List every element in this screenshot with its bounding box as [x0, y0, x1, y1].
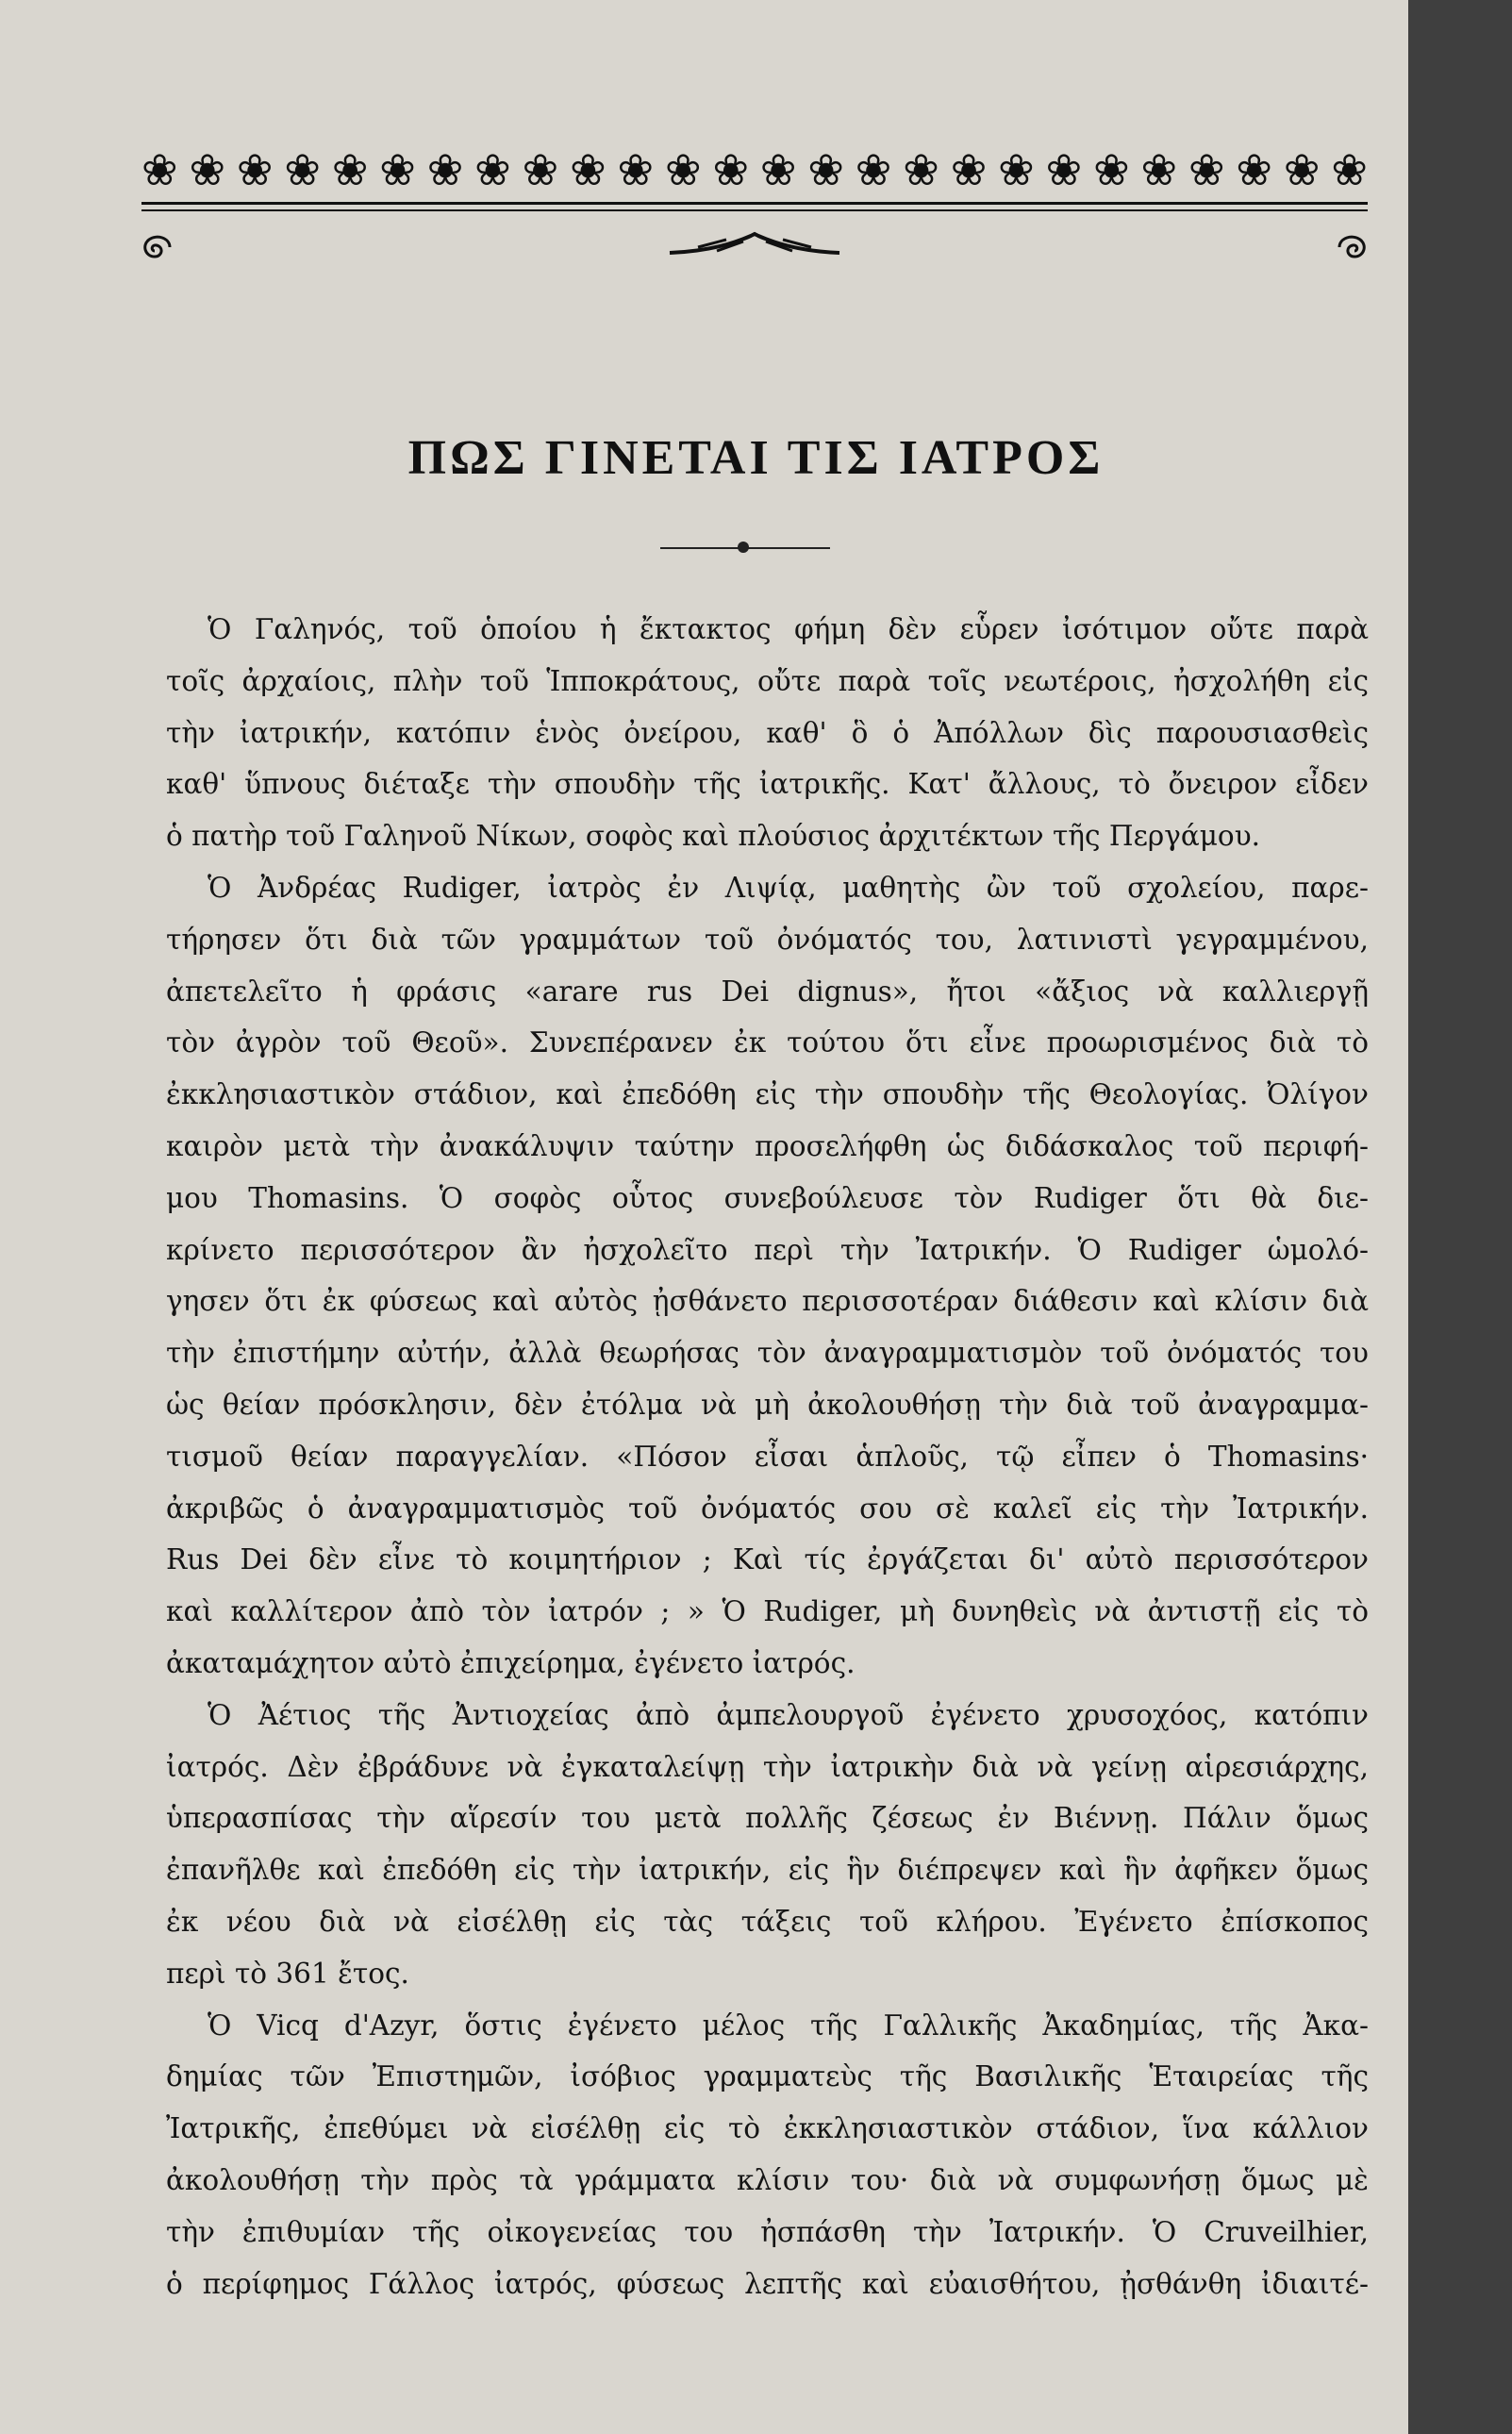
ornament-flower-icon: ❀: [759, 144, 797, 195]
header-rule-top: [141, 202, 1368, 205]
text-line: τὴν ἰατρικήν, κατόπιν ἑνὸς ὀνείρου, καθ' ὃ ὁ Ἀπόλλων δὶς παρουσιασθεὶς: [166, 716, 1369, 749]
text-line: τὸν ἀγρὸν τοῦ Θεοῦ». Συνεπέρανεν ἐκ τούτου ὅτι εἶνε προωρισμένος διὰ τὸ: [166, 1026, 1369, 1059]
ornament-flower-icon: ❀: [1188, 144, 1225, 195]
ornament-flower-icon: ❀: [998, 144, 1035, 195]
text-line: δημίας τῶν Ἐπιστημῶν, ἰσόβιος γραμματεὺς τῆς Βασιλικῆς Ἑταιρείας τῆς: [166, 2060, 1369, 2093]
text-line: τὴν ἐπιθυμίαν τῆς οἰκογενείας του ἠσπάσθη τὴν Ἰατρικήν. Ὁ Cruveilhier,: [166, 2215, 1369, 2248]
ornament-flower-icon: ❀: [379, 144, 416, 195]
text-line: Ὁ Vicq d'Azyr, ὅστις ἐγένετο μέλος τῆς Γαλλικῆς Ἀκαδημίας, τῆς Ἀκα-: [208, 2009, 1369, 2042]
page-title: ΠΩΣ ΓΙΝΕΤΑΙ ΤΙΣ ΙΑΤΡΟΣ: [407, 431, 1105, 485]
text-line: ὑπερασπίσας τὴν αἵρεσίν του μετὰ πολλῆς ζέσεως ἐν Βιέννῃ. Πάλιν ὅμως: [166, 1802, 1369, 1835]
text-line: τήρησεν ὅτι διὰ τῶν γραμμάτων τοῦ ὀνόματός του, λατινιστὶ γεγραμμένου,: [166, 923, 1369, 956]
text-line: περὶ τὸ 361 ἔτος.: [166, 1957, 409, 1990]
ornament-flower-icon: ❀: [950, 144, 988, 195]
text-line: γησεν ὅτι ἐκ φύσεως καὶ αὐτὸς ᾐσθάνετο περισσοτέραν διάθεσιν καὶ κλίσιν διὰ: [166, 1285, 1369, 1318]
ornament-flower-icon: ❀: [284, 144, 321, 195]
text-line: καιρὸν μετὰ τὴν ἀνακάλυψιν ταύτην προσελήφθη ὡς διδάσκαλος τοῦ περιφή-: [166, 1129, 1369, 1162]
text-line: ἀκριβῶς ὁ ἀναγραμματισμὸς τοῦ ὀνόματός σου σὲ καλεῖ εἰς τὴν Ἰατρικήν.: [166, 1492, 1369, 1525]
text-line: Ὁ Ἀέτιος τῆς Ἀντιοχείας ἀπὸ ἀμπελουργοῦ ἐγένετο χρυσοχόος, κατόπιν: [208, 1698, 1369, 1731]
text-line: κρίνετο περισσότερον ἂν ἠσχολεῖτο περὶ τὴν Ἰατρικήν. Ὁ Rudiger ὡμολό-: [166, 1233, 1369, 1266]
ornament-flower-icon: ❀: [522, 144, 559, 195]
body-text: [166, 604, 1369, 2309]
text-line: καὶ καλλίτερον ἀπὸ τὸν ἰατρόν ; » Ὁ Rudiger, μὴ δυνηθεὶς νὰ ἀντιστῇ εἰς τὸ: [166, 1595, 1369, 1628]
ornament-flower-icon: ❀: [617, 144, 655, 195]
text-line: ἀκολουθήσῃ τὴν πρὸς τὰ γράμματα κλίσιν του· διὰ νὰ συμφωνήσῃ ὅμως μὲ: [166, 2163, 1369, 2196]
text-line: Ὁ Γαληνός, τοῦ ὁποίου ἡ ἔκτακτος φήμη δὲν εὗρεν ἰσότιμον οὔτε παρὰ: [208, 613, 1369, 645]
title-divider-dot: [738, 542, 749, 553]
center-flourish-icon: [660, 230, 849, 258]
ornament-flower-icon: ❀: [426, 144, 464, 195]
ornament-flower-icon: ❀: [664, 144, 702, 195]
ornament-flower-icon: ❀: [807, 144, 844, 195]
text-line: ἰατρός. Δὲν ἐβράδυνε νὰ ἐγκαταλείψῃ τὴν ἰατρικὴν διὰ νὰ γείνῃ αἱρεσιάρχης,: [166, 1750, 1369, 1783]
ornament-flower-icon: ❀: [1093, 144, 1130, 195]
text-line: ἐκκλησιαστικὸν στάδιον, καὶ ἐπεδόθη εἰς τὴν σπουδὴν τῆς Θεολογίας. Ὀλίγον: [166, 1078, 1369, 1111]
ornament-flower-icon: ❀: [1236, 144, 1272, 195]
text-line: τὴν ἐπιστήμην αὐτήν, ἀλλὰ θεωρήσας τὸν ἀναγραμματισμὸν τοῦ ὀνόματός του: [166, 1337, 1369, 1370]
ornament-flower-icon: ❀: [712, 144, 749, 195]
ornament-flower-icon: ❀: [1045, 144, 1083, 195]
ornament-flower-icon: ❀: [903, 144, 939, 195]
ornamental-border-row: [141, 142, 1368, 198]
text-line: Ἰατρικῆς, ἐπεθύμει νὰ εἰσέλθῃ εἰς τὸ ἐκκλησιαστικὸν στάδιον, ἵνα κάλλιον: [166, 2112, 1369, 2145]
ornament-flower-icon: ❀: [141, 144, 178, 195]
text-line: τισμοῦ θείαν παραγγελίαν. «Πόσον εἶσαι ἁπλοῦς, τῷ εἶπεν ὁ Thomasins·: [166, 1440, 1369, 1473]
ornament-flower-icon: ❀: [1140, 144, 1178, 195]
ornament-flower-icon: ❀: [236, 144, 274, 195]
ornament-flower-icon: ❀: [331, 144, 369, 195]
text-line: ὁ πατὴρ τοῦ Γαληνοῦ Νίκων, σοφὸς καὶ πλούσιος ἀρχιτέκτων τῆς Περγάμου.: [166, 820, 1261, 853]
text-line: ὁ περίφημος Γάλλος ἰατρός, φύσεως λεπτῆς καὶ εὐαισθήτου, ᾐσθάνθη ἰδιαιτέ-: [166, 2267, 1369, 2300]
text-line: ἐκ νέου διὰ νὰ εἰσέλθῃ εἰς τὰς τάξεις τοῦ κλήρου. Ἐγένετο ἐπίσκοπος: [166, 1905, 1369, 1938]
ornament-flower-icon: ❀: [570, 144, 606, 195]
text-line: ἀπετελεῖτο ἡ φράσις «arare rus Dei dignus», ἤτοι «ἄξιος νὰ καλλιεργῇ: [166, 975, 1369, 1008]
text-line: Rus Dei δὲν εἶνε τὸ κοιμητήριον ; Καὶ τίς ἐργάζεται δι' αὐτὸ περισσότερον: [166, 1543, 1369, 1576]
scan-dark-margin: [1408, 0, 1512, 2434]
ornament-flower-icon: ❀: [474, 144, 511, 195]
text-line: τοῖς ἀρχαίοις, πλὴν τοῦ Ἱπποκράτους, οὔτε παρὰ τοῖς νεωτέροις, ἠσχολήθη εἰς: [166, 664, 1369, 697]
ornament-flower-icon: ❀: [1283, 144, 1321, 195]
ornament-flower-icon: ❀: [855, 144, 892, 195]
ornament-flower-icon: ❀: [1331, 144, 1368, 195]
left-scroll-icon: [138, 228, 175, 266]
text-line: καθ' ὕπνους διέταξε τὴν σπουδὴν τῆς ἰατρικῆς. Κατ' ἄλλους, τὸ ὄνειρον εἶδεν: [166, 768, 1369, 801]
text-line: ἀκαταμάχητον αὐτὸ ἐπιχείρημα, ἐγένετο ἰατρός.: [166, 1646, 856, 1679]
header-rule-bottom: [141, 209, 1368, 211]
text-line: Ὁ Ἀνδρέας Rudiger, ἰατρὸς ἐν Λιψίᾳ, μαθητὴς ὢν τοῦ σχολείου, παρε-: [208, 871, 1369, 904]
right-scroll-icon: [1334, 228, 1371, 266]
ornament-flower-icon: ❀: [189, 144, 225, 195]
text-line: ἐπανῆλθε καὶ ἐπεδόθη εἰς τὴν ἰατρικήν, εἰς ἣν διέπρεψεν καὶ ἣν ἀφῆκεν ὅμως: [166, 1854, 1369, 1887]
text-line: μου Thomasins. Ὁ σοφὸς οὗτος συνεβούλευσε τὸν Rudiger ὅτι θὰ διε-: [166, 1181, 1369, 1214]
text-line: ὡς θείαν πρόσκλησιν, δὲν ἐτόλμα νὰ μὴ ἀκολουθήσῃ τὴν διὰ τοῦ ἀναγραμμα-: [166, 1388, 1369, 1421]
